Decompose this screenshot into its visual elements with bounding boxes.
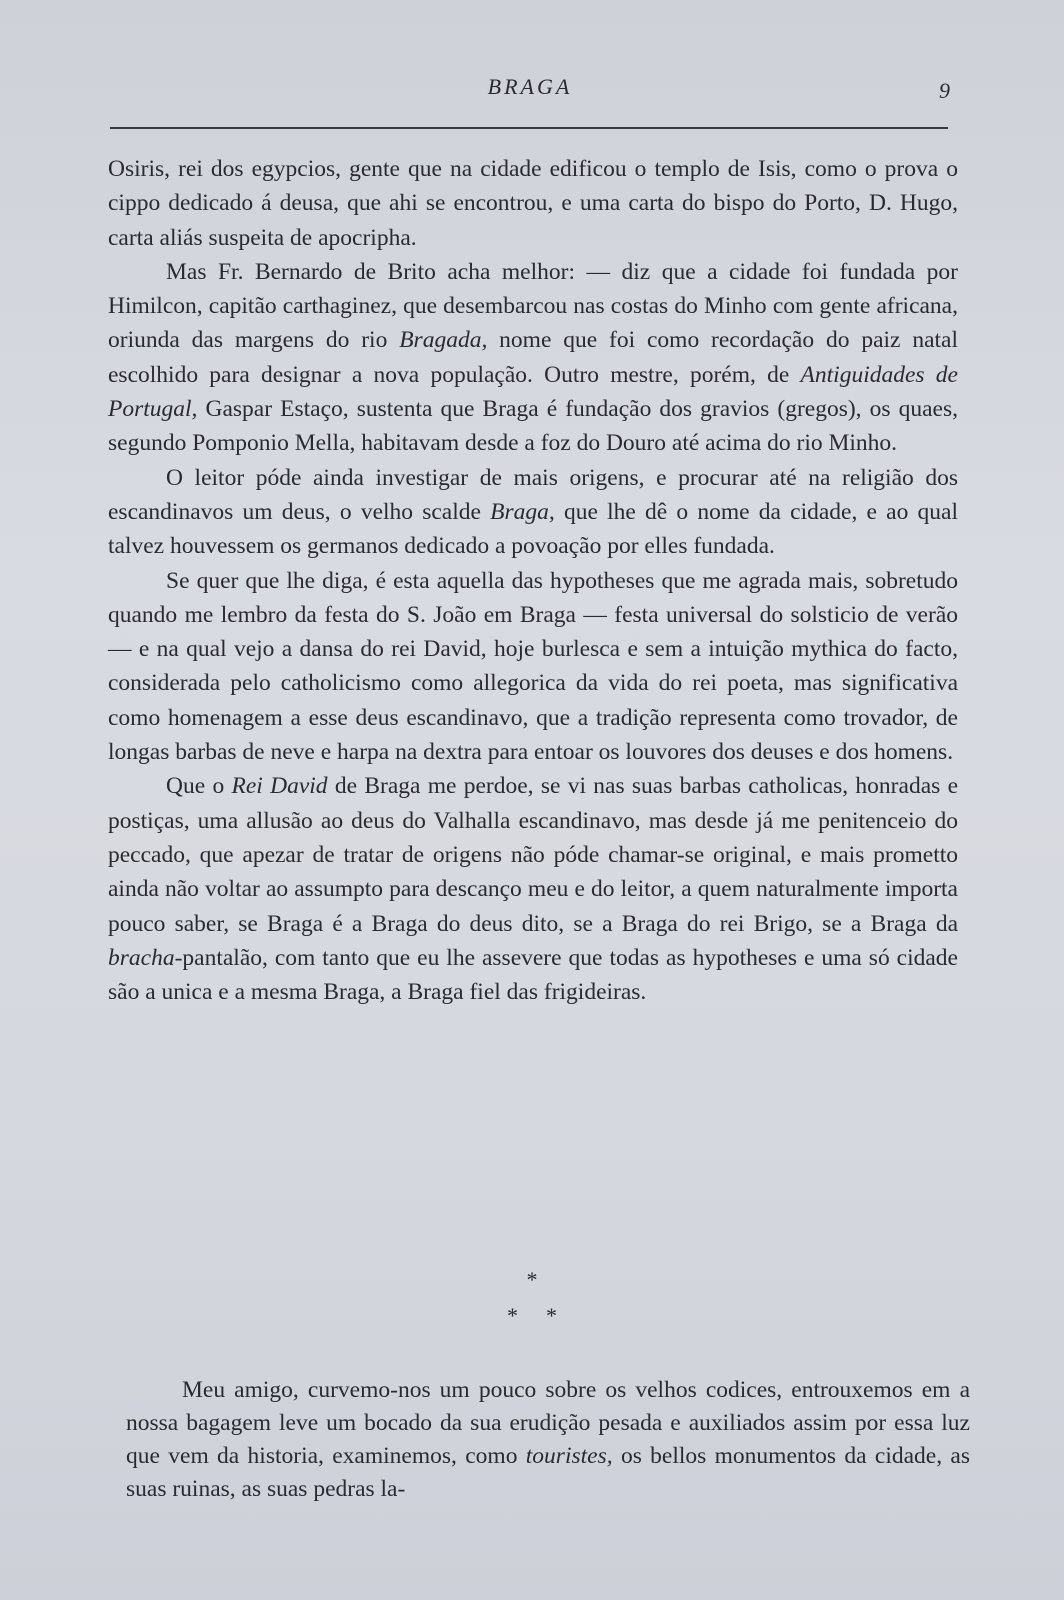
italic-term-rei-david: Rei David (231, 773, 328, 800)
paragraph-4 (108, 564, 958, 770)
closing-paragraph (126, 1374, 970, 1506)
italic-term-bracha: bracha (108, 944, 175, 971)
asterism-pair (493, 1303, 571, 1328)
running-head (110, 74, 950, 104)
paragraph-text: Meu amigo, curvemo-nos um pouco sobre os velhos codices, entrouxemos em a nossa bagagem leve um bocado da sua erudição pesada e auxiliados assim por essa luz que vem da historia, examinemos, como (126, 1377, 970, 1469)
section-break-asterism (0, 1262, 1064, 1334)
asterism-right-star: * (546, 1303, 557, 1328)
italic-term-touristes: touristes, (525, 1443, 613, 1469)
italic-book-title: Antiguidades de Portugal, (108, 361, 958, 423)
paragraph-text: Se quer que lhe diga, é esta aquella das hypotheses que me agrada mais, sobretudo quando me lembro da festa do S. João em Braga — festa universal do solsticio de verão — e na qual vejo a dansa do rei David, hoje burlesca e sem a intuição mythica do facto, considerada pelo catholicismo como allegorica da vida do rei poeta, mas significativa como homenagem a esse deus escandinavo, que a tradição representa como trovador, de longas barbas de neve e harpa na dextra para entoar os louvores dos deuses e dos homens. (108, 567, 958, 766)
main-text (108, 152, 958, 1009)
paragraph-1 (108, 152, 958, 255)
asterism-top-star: * (526, 1267, 538, 1292)
paragraph-text: que lhe dê o nome da cidade, e ao qual talvez houvessem os germanos dedicado a povoação por elles fundada. (108, 498, 958, 560)
closing-text (126, 1374, 970, 1506)
asterism-left-star: * (507, 1303, 518, 1328)
paragraph-text: Que o (166, 773, 232, 800)
paragraph-text: Mas Fr. Bernardo de Brito acha melhor: — diz que a cidade foi fundada por Himilcon, capitão carthaginez, que desembarcou nas costas do Minho com gente africana, oriunda das margens do rio (108, 258, 958, 354)
paragraph-5 (108, 769, 958, 1009)
paragraph-text: Gaspar Estaço, sustenta que Braga é fundação dos gravios (gregos), os quaes, segundo Pomponio Mella, habitavam desde a foz do Douro até acima do rio Minho. (108, 396, 958, 457)
italic-term-bragada: Bragada, (399, 327, 488, 354)
paragraph-text: O leitor póde ainda investigar de mais origens, e procurar até na religião dos escandinavos um deus, o velho scalde (108, 464, 958, 525)
running-head-title: BRAGA (487, 74, 573, 99)
paragraph-text: nome que foi como recordação do paiz natal escolhido para designar a nova população. Outro mestre, porém, de (108, 327, 958, 388)
paragraph-text: -pantalão, com tanto que eu lhe assevere que todas as hypotheses e uma só cidade são a unica e a mesma Braga, a Braga fiel das frigideiras. (108, 944, 958, 1006)
paragraph-text: de Braga me perdoe, se vi nas suas barbas catholicas, honradas e postiças, uma allusão ao deus do Valhalla escandinavo, mas desde já me penitenceio do peccado, que apezar de tratar de origens não póde chamar-se original, e mais prometto ainda não voltar ao assumpto para descanço meu e do leitor, a quem naturalmente importa pouco saber, se Braga é a Braga do deus dito, se a Braga do rei Brigo, se a Braga da (108, 773, 958, 937)
paragraph-2 (108, 255, 958, 461)
paragraph-3 (108, 461, 958, 564)
paragraph-text: os bellos monumentos da cidade, as suas ruinas, as suas pedras la- (126, 1443, 970, 1502)
page-number: 9 (939, 78, 950, 103)
paragraph-text: Osiris, rei dos egypcios, gente que na cidade edificou o templo de Isis, como o prova o cippo dedicado á deusa, que ahi se encontrou, e uma carta do bispo do Porto, D. Hugo, carta aliás suspeita de apocripha. (108, 156, 958, 251)
italic-term-braga: Braga, (490, 498, 555, 525)
header-rule (110, 127, 948, 129)
